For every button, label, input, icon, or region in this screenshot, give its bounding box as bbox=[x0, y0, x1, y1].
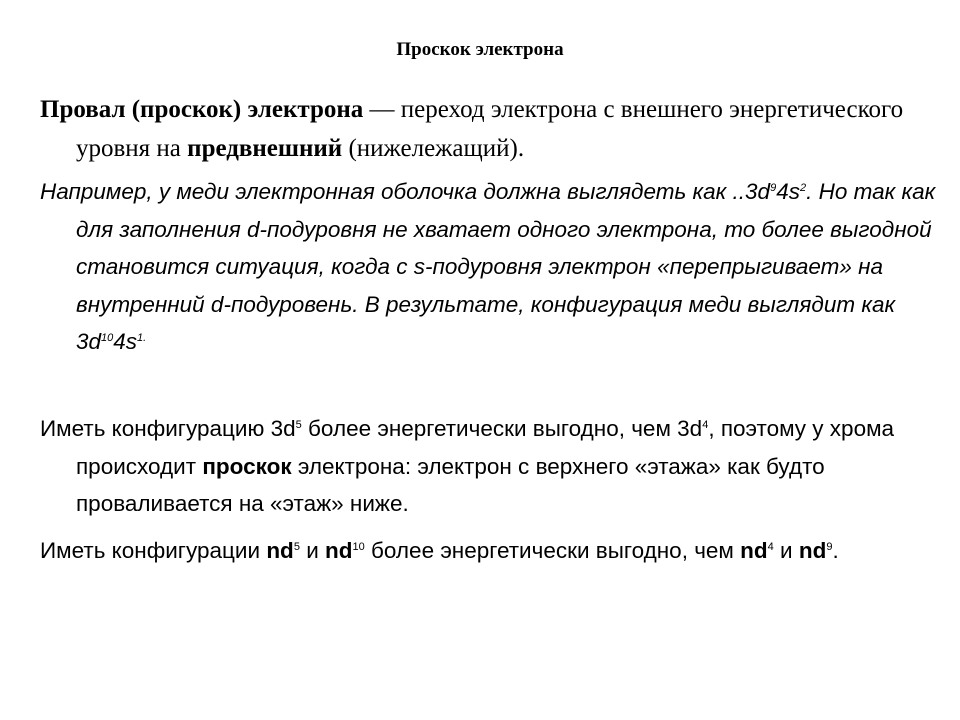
copper-example-paragraph bbox=[40, 173, 960, 361]
nd-sup-a: 5 bbox=[293, 541, 300, 553]
copper-text-a: Например, у меди электронная оболочка должна выглядеть как ..3d bbox=[40, 179, 771, 204]
slide-title: Проскок электрона bbox=[396, 39, 564, 60]
nd-text-d: и bbox=[773, 538, 799, 563]
definition-text-a: — переход электрона с внешнего энергетического уровня на bbox=[76, 96, 904, 162]
chromium-text-b: более энергетически выгодно, чем 3d bbox=[301, 416, 703, 441]
chromium-text-a: Иметь конфигурацию 3d bbox=[40, 416, 296, 441]
nd-label-4: nd bbox=[798, 538, 827, 563]
chromium-sup-b: 4 bbox=[702, 419, 709, 431]
copper-sup-d: 1. bbox=[137, 332, 147, 344]
nd-text-e: . bbox=[832, 538, 839, 563]
definition-paragraph bbox=[40, 90, 960, 168]
copper-text-b: 4s bbox=[776, 179, 800, 204]
definition-text-b: (нижележащий). bbox=[342, 135, 525, 162]
chromium-text-d: электрона: электрон с верхнего «этажа» как будто проваливается на «этаж» ниже. bbox=[76, 453, 825, 516]
chromium-sup-a: 5 bbox=[295, 419, 302, 431]
chromium-bold-word: проскок bbox=[202, 453, 292, 479]
nd-sup-d: 9 bbox=[826, 541, 833, 553]
nd-label-2: nd bbox=[325, 538, 353, 563]
copper-sup-c: 10 bbox=[101, 332, 114, 344]
definition-term: Провал (проскок) электрона bbox=[40, 96, 364, 123]
chromium-text-c: , поэтому у хрома происходит bbox=[76, 416, 895, 479]
nd-text-c: более энергетически выгодно, чем bbox=[364, 538, 741, 563]
copper-sup-a: 9 bbox=[770, 182, 777, 194]
nd-text-b: и bbox=[299, 538, 326, 563]
copper-sup-b: 2 bbox=[799, 182, 807, 194]
nd-sup-c: 4 bbox=[767, 541, 774, 553]
nd-label-3: nd bbox=[740, 538, 768, 563]
copper-text-c: . Но так как для заполнения d-подуровня не хватает одного электрона, то более выгодной становится ситуация, когда с s-подуровня электрон «перепрыгивает» на внутренний d-подуровень. В результате, конфигурация меди выглядит как 3d bbox=[76, 179, 936, 354]
nd-label-1: nd bbox=[266, 538, 294, 563]
copper-text-d: 4s bbox=[113, 329, 138, 354]
nd-text-a: Иметь конфигурации bbox=[40, 538, 267, 563]
nd-sup-b: 10 bbox=[352, 541, 365, 553]
nd-configuration-paragraph bbox=[40, 532, 960, 570]
chromium-paragraph bbox=[40, 410, 960, 523]
definition-bold-word: предвнешний bbox=[187, 135, 343, 162]
